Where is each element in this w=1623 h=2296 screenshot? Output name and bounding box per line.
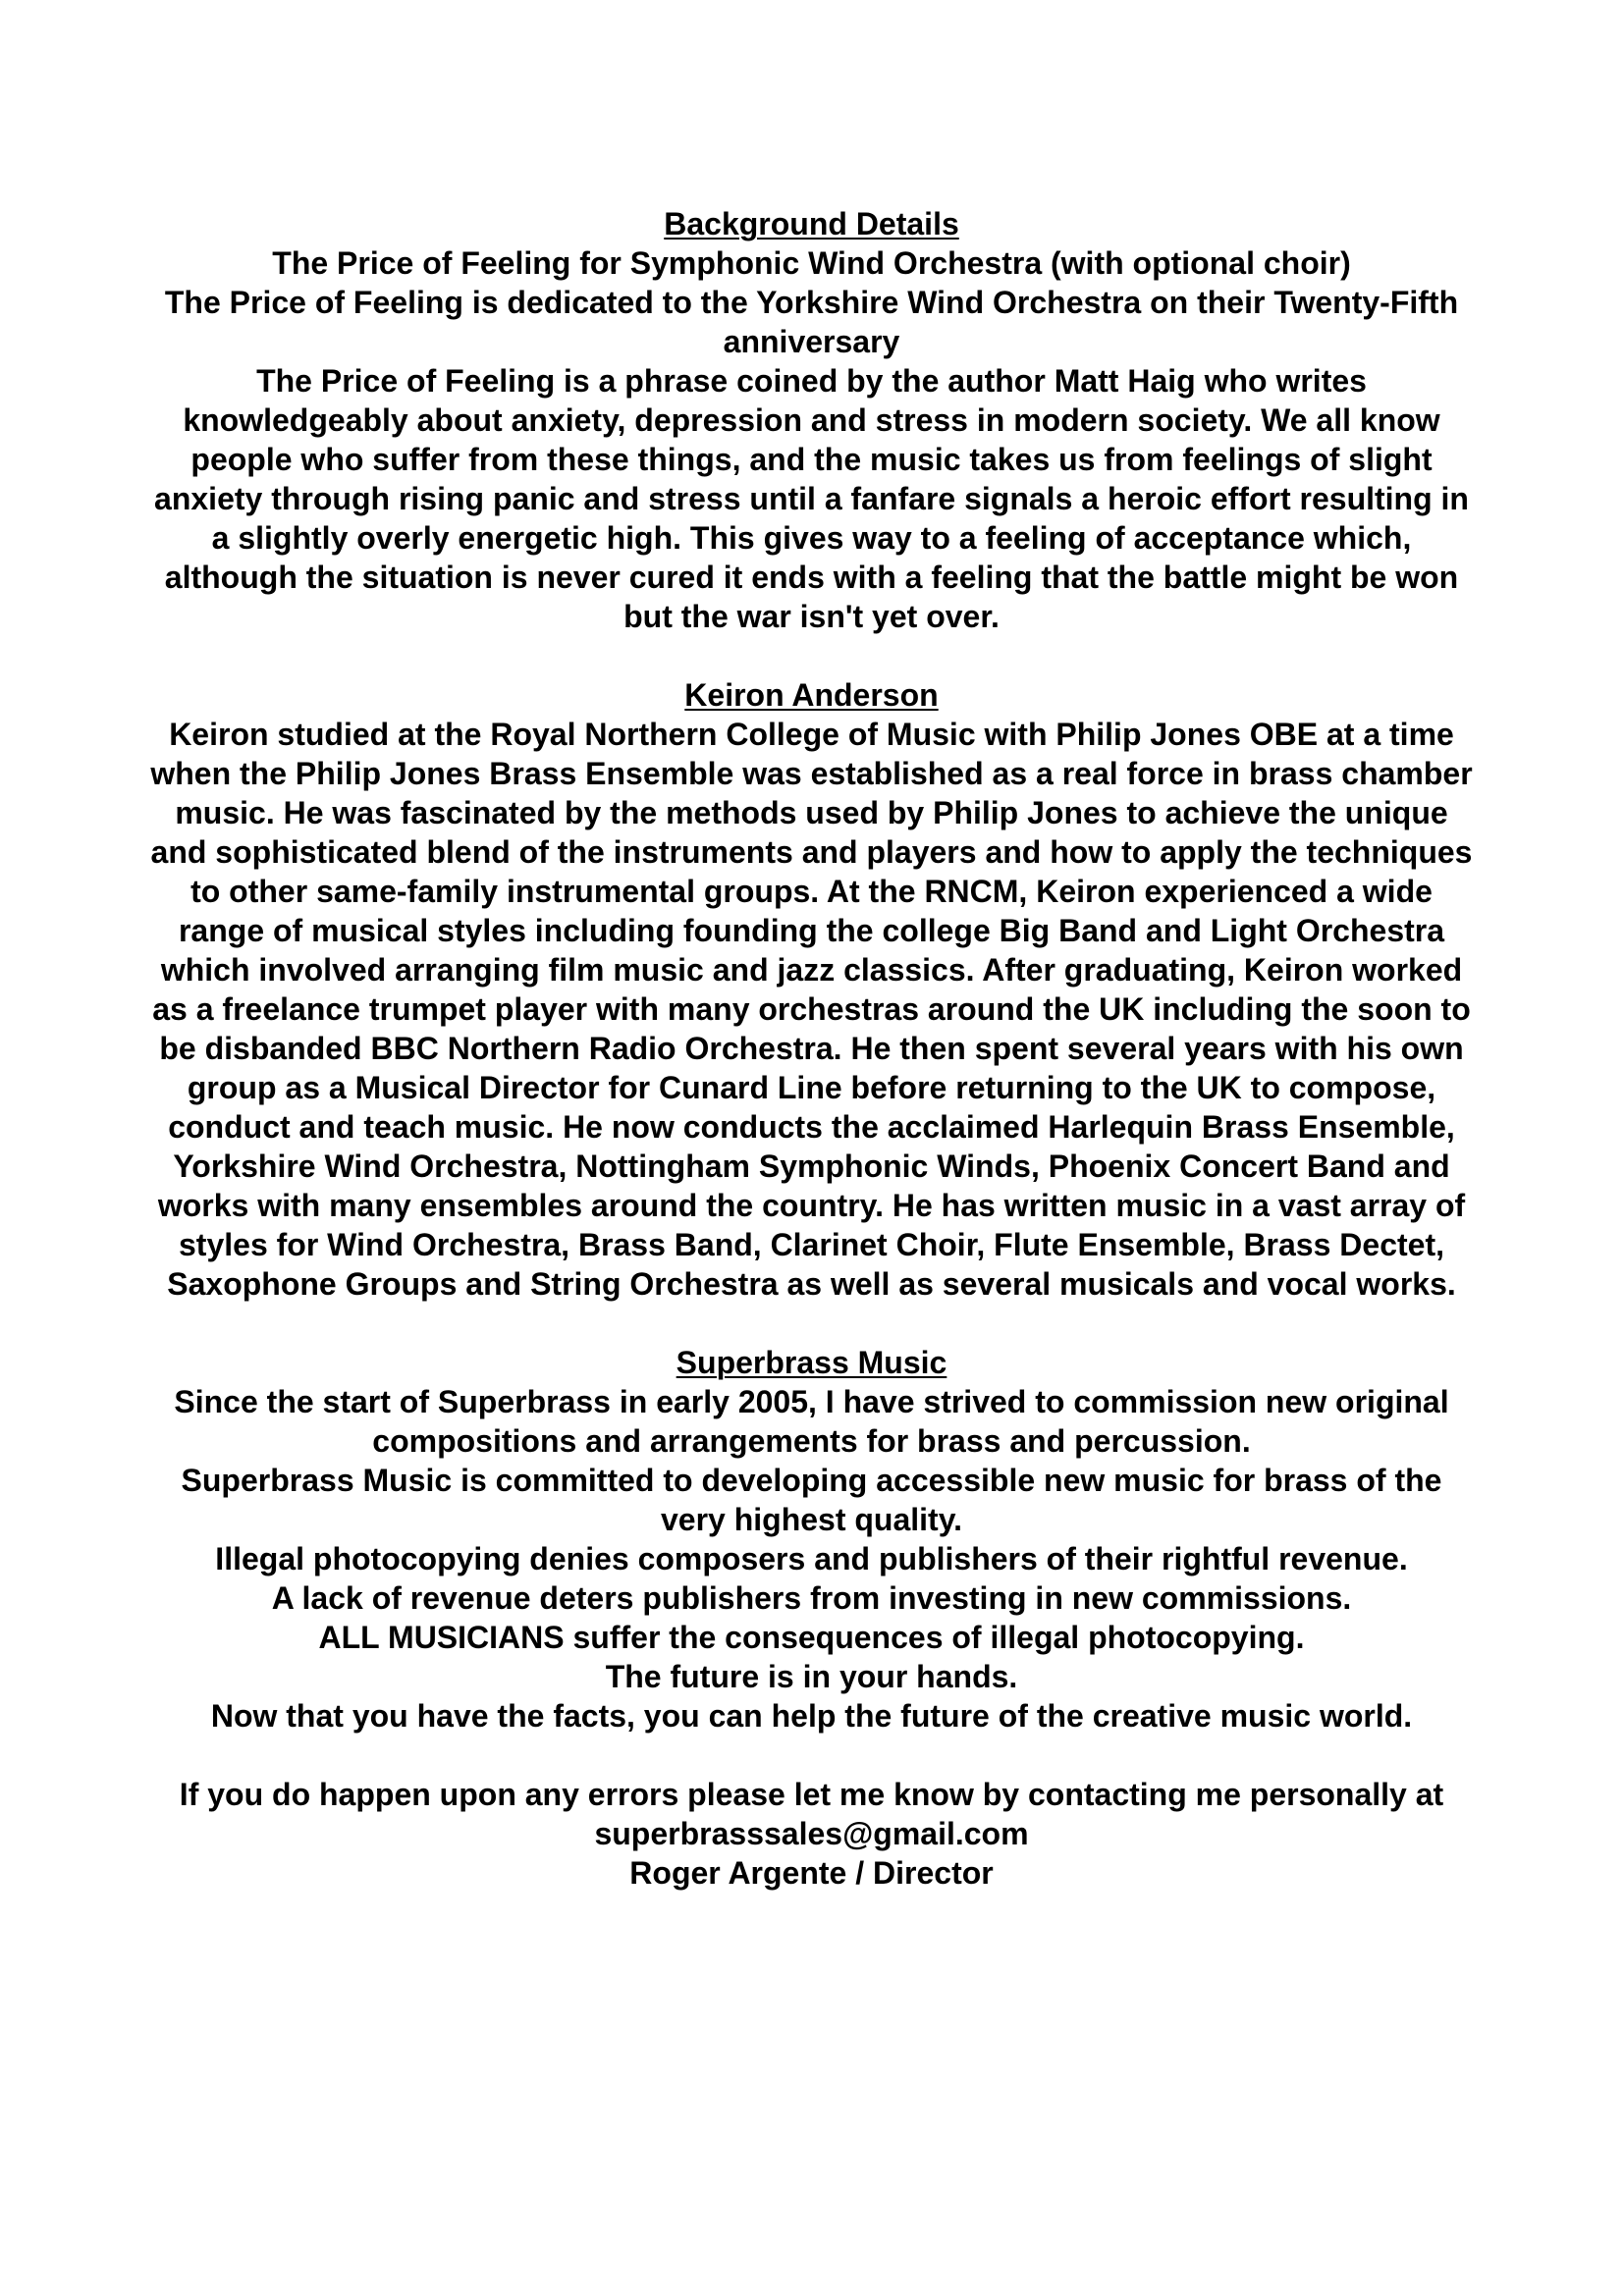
- piece-title-line: The Price of Feeling for Symphonic Wind Orchestra (with optional choir): [272, 245, 1351, 281]
- section-gap: [147, 1304, 1476, 1343]
- contact-message: If you do happen upon any errors please let me know by contacting me personally at superbrasssales@gmail.com: [179, 1777, 1444, 1851]
- dedication-line: The Price of Feeling is dedicated to the Yorkshire Wind Orchestra on their Twenty-Fifth anniversary: [164, 285, 1459, 359]
- publisher-line: A lack of revenue deters publishers from investing in new commissions.: [271, 1580, 1352, 1616]
- section-gap: [147, 1735, 1476, 1775]
- section-gap: [147, 636, 1476, 675]
- composer-bio: Keiron studied at the Royal Northern College of Music with Philip Jones OBE at a time when the Philip Jones Brass Ensemble was established as a real force in brass chamber music. He was fascinated by the methods used by Philip Jones to achieve the unique and sophisticated blend of the instruments and players and how to apply the techniques to other same-family instrumental groups. At the RNCM, Keiron experienced a wide range of musical styles including founding the college Big Band and Light Orchestra which involved arranging film music and jazz classics. After graduating, Keiron worked as a freelance trumpet player with many orchestras around the UK including the soon to be disbanded BBC Northern Radio Orchestra. He then spent several years with his own group as a Musical Director for Cunard Line before returning to the UK to compose, conduct and teach music. He now conducts the acclaimed Harlequin Brass Ensemble, Yorkshire Wind Orchestra, Nottingham Symphonic Winds, Phoenix Concert Band and works with many ensembles around the country. He has written music in a vast array of styles for Wind Orchestra, Brass Band, Clarinet Choir, Flute Ensemble, Brass Dectet, Saxophone Groups and String Orchestra as well as several musicals and vocal works.: [150, 717, 1473, 1302]
- composer-heading: Keiron Anderson: [684, 677, 939, 713]
- publisher-line: Superbrass Music is committed to developing accessible new music for brass of the very highest quality.: [181, 1463, 1442, 1537]
- signature: Roger Argente / Director: [629, 1855, 994, 1891]
- publisher-heading: Superbrass Music: [676, 1345, 947, 1380]
- background-heading: Background Details: [664, 206, 959, 241]
- piece-description: The Price of Feeling is a phrase coined by the author Matt Haig who writes knowledgeably about anxiety, depression and stress in modern society. We all know people who suffer from these things, and the music takes us from feelings of slight anxiety through rising panic and stress until a fanfare signals a heroic effort resulting in a slightly overly energetic high. This gives way to a feeling of acceptance which, although the situation is never cured it ends with a feeling that the battle might be won but the war isn't yet over.: [154, 363, 1469, 634]
- publisher-line: ALL MUSICIANS suffer the consequences of illegal photocopying.: [318, 1620, 1305, 1655]
- publisher-line: The future is in your hands.: [605, 1659, 1018, 1694]
- publisher-line: Now that you have the facts, you can help the future of the creative music world.: [210, 1698, 1413, 1734]
- publisher-line: Illegal photocopying denies composers and publishers of their rightful revenue.: [215, 1541, 1408, 1576]
- document-page: [147, 204, 1476, 1893]
- publisher-line: Since the start of Superbrass in early 2005, I have strived to commission new original compositions and arrangements for brass and percussion.: [174, 1384, 1449, 1459]
